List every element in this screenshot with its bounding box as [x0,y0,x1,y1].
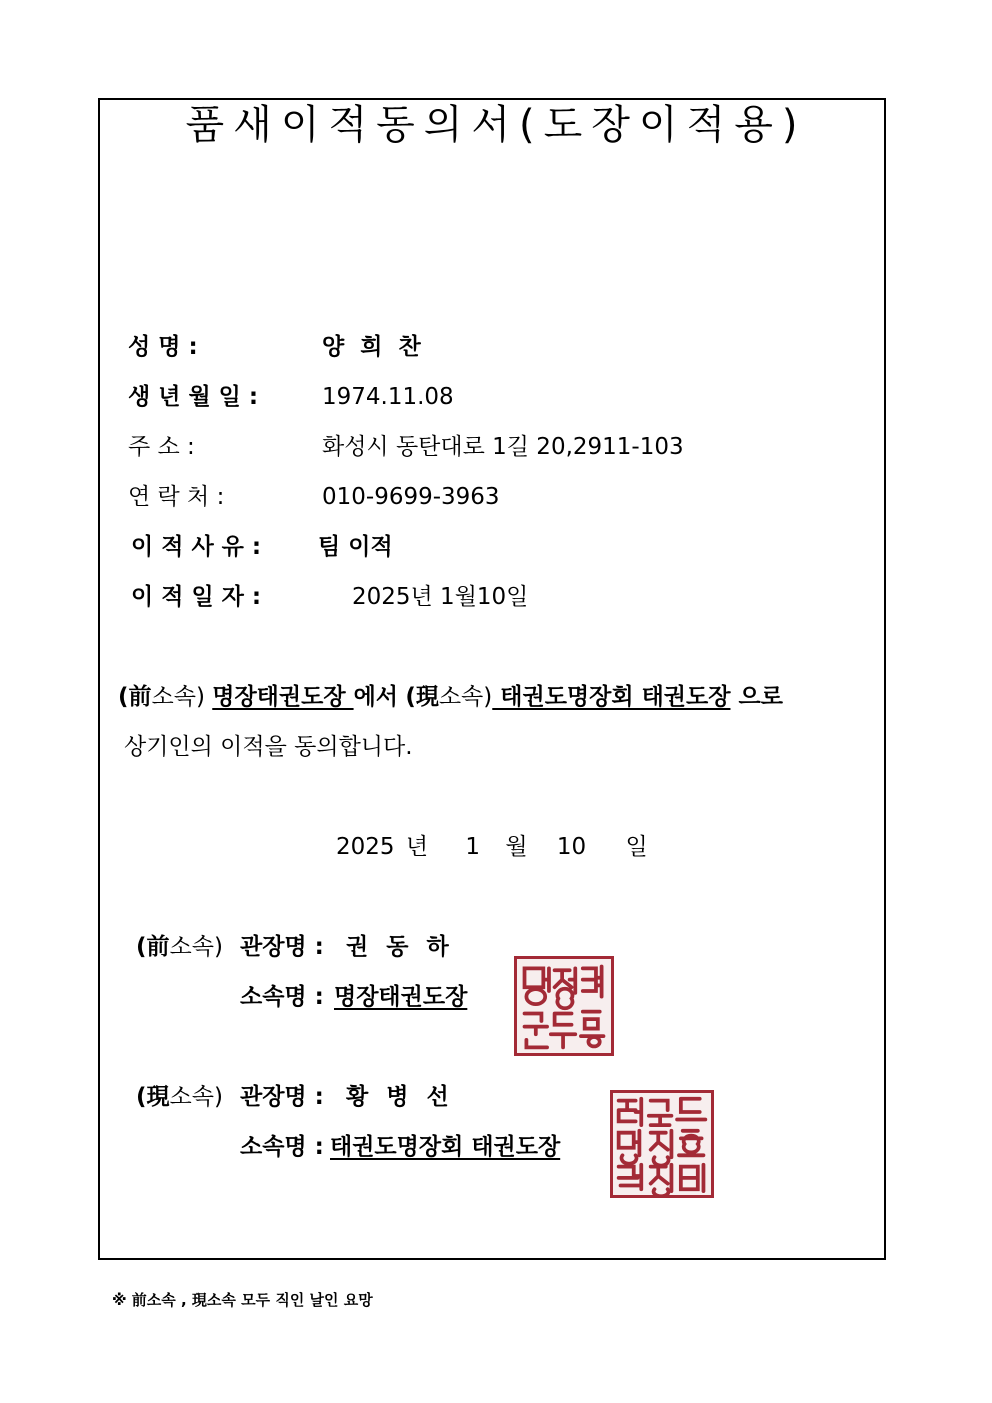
cur-master-name: 황 병 선 [346,1084,454,1110]
prev-master-name: 권 동 하 [346,934,454,960]
field-address-value: 화성시 동탄대로 1길 20,2911-103 [322,434,684,460]
field-birthdate-label: 생 년 월 일 : [128,384,259,410]
cur-signature-kor: 소속) [169,1084,223,1110]
cur-signature-hanja: (現 [136,1084,170,1110]
date-day: 10 [556,834,587,860]
cur-signature-tag [136,1086,223,1109]
field-reason-value: 팀 이적 [318,534,393,560]
footnote: ※ 前소속 , 現소속 모두 직인 날인 요망 [112,1291,373,1309]
cur-seal-graphic [613,1093,711,1195]
field-name-label: 성 명 : [128,334,198,360]
field-phone-value: 010-9699-3963 [322,484,500,510]
prev-signature-kor: 소속) [169,934,223,960]
date-day-unit: 일 [625,834,648,860]
cur-dojang-label: 소속명 : [240,1134,324,1160]
cur-affiliation-kor: 소속) [438,684,493,710]
prev-dojang-label: 소속명 : [240,984,324,1010]
prev-dojang-value: 명장태권도장 [334,984,468,1010]
prev-signature-tag [136,936,223,959]
statement-ending: 으로 [730,684,783,710]
date-year-unit: 년 [405,834,429,860]
prev-affiliation-hanja: (前 [118,684,152,710]
statement-line-1 [118,686,783,709]
field-reason-label: 이 적 사 유 : [131,534,262,560]
date-month: 1 [465,834,481,860]
field-phone-label: 연 락 처 : [128,484,225,510]
prev-dojang-name: 명장태권도장 [212,684,354,710]
prev-seal-graphic [517,959,611,1053]
field-transfer-date-value: 2025년 1월10일 [352,584,529,610]
date-year: 2025 [336,834,395,860]
prev-signature-hanja: (前 [136,934,170,960]
statement-connector: 에서 [353,684,399,710]
prev-dojang-seal [514,956,614,1056]
cur-dojang-seal [610,1090,714,1198]
field-birthdate-value: 1974.11.08 [322,384,454,410]
cur-affiliation-hanja: (現 [405,684,439,710]
prev-master-label: 관장명 : [240,934,324,960]
cur-dojang-value: 태권도명장회 태권도장 [330,1134,561,1160]
cur-dojang-name: 태권도명장회 태권도장 [492,684,731,710]
cur-master-label: 관장명 : [240,1084,324,1110]
document-title: 품새이적동의서(도장이적용) [185,102,807,148]
prev-affiliation-kor: 소속) [151,684,205,710]
field-name-value: 양 희 찬 [322,334,425,360]
statement-line-2: 상기인의 이적을 동의합니다. [124,734,413,760]
signing-date [336,836,648,859]
field-transfer-date-label: 이 적 일 자 : [131,584,262,610]
field-address-label: 주 소 : [128,434,195,460]
date-month-unit: 월 [505,834,528,860]
